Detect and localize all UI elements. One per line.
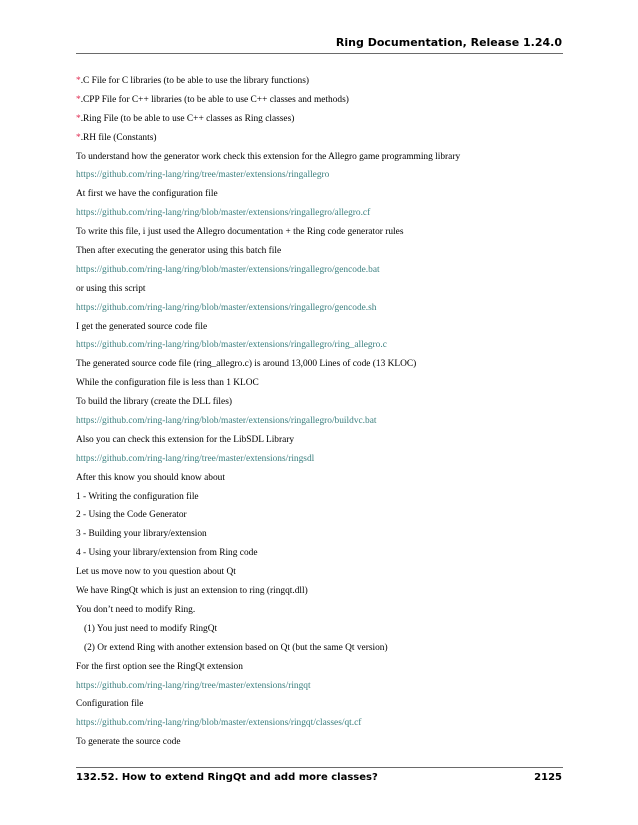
file-type-text: .Ring File (to be able to use C++ classes as Ring classes) <box>80 113 295 124</box>
link-line <box>76 716 566 735</box>
link-line <box>76 338 566 357</box>
file-type-item <box>76 74 566 93</box>
paragraph-line: Also you can check this extension for the LibSDL Library <box>76 434 295 445</box>
paragraph-line: Then after executing the generator using this batch file <box>76 246 282 257</box>
page-header-title: Ring Documentation, Release 1.24.0 <box>335 36 562 49</box>
enumerated-item: (1) You just need to modify RingQt <box>84 623 218 634</box>
paragraph-line: While the configuration file is less than 1 KLOC <box>76 378 259 389</box>
paragraph-line: 2 - Using the Code Generator <box>76 510 187 521</box>
asterisk-marker: * <box>76 113 81 124</box>
link-line <box>76 206 566 225</box>
asterisk-marker: * <box>76 132 81 143</box>
link-line <box>76 168 566 187</box>
file-type-item <box>76 112 566 131</box>
header-rule <box>76 53 563 54</box>
paragraph-line: To understand how the generator work check this extension for the Allegro game programming library <box>76 151 461 162</box>
paragraph-line: Configuration file <box>76 699 144 710</box>
link-line <box>76 263 566 282</box>
page-content <box>76 74 566 754</box>
paragraph-line: At first we have the configuration file <box>76 189 218 200</box>
github-link[interactable]: https://github.com/ring-lang/ring/tree/master/extensions/ringsdl <box>76 453 315 464</box>
paragraph-line: We have RingQt which is just an extension to ring (ringqt.dll) <box>76 586 308 597</box>
paragraph-line: 1 - Writing the configuration file <box>76 491 199 502</box>
file-type-item <box>76 93 566 112</box>
github-link[interactable]: https://github.com/ring-lang/ring/blob/master/extensions/ringallegro/buildvc.bat <box>76 416 377 427</box>
github-link[interactable]: https://github.com/ring-lang/ring/tree/master/extensions/ringqt <box>76 680 311 691</box>
paragraph-line: You don’t need to modify Ring. <box>76 604 196 615</box>
paragraph-line: To build the library (create the DLL files) <box>76 397 232 408</box>
file-type-text: .C File for C libraries (to be able to use the library functions) <box>80 76 310 86</box>
file-type-text: .RH file (Constants) <box>80 132 157 143</box>
paragraph-line: For the first option see the RingQt extension <box>76 661 243 672</box>
link-line <box>76 679 566 698</box>
file-type-item <box>76 131 566 150</box>
github-link[interactable]: https://github.com/ring-lang/ring/blob/master/extensions/ringallegro/ring_allegro.c <box>76 340 387 351</box>
footer-page-number: 2125 <box>534 772 562 783</box>
paragraph-line: Let us move now to you question about Qt <box>76 567 236 578</box>
paragraph-line: 3 - Building your library/extension <box>76 529 207 540</box>
asterisk-marker: * <box>76 76 81 86</box>
paragraph-line: 4 - Using your library/extension from Ring code <box>76 548 258 559</box>
file-type-text: .CPP File for C++ libraries (to be able to use C++ classes and methods) <box>80 94 349 105</box>
link-line <box>76 452 566 471</box>
github-link[interactable]: https://github.com/ring-lang/ring/blob/master/extensions/ringallegro/gencode.sh <box>76 302 377 313</box>
paragraph-line: After this know you should know about <box>76 472 225 483</box>
footer-section-title: 132.52. How to extend RingQt and add more classes? <box>76 772 378 783</box>
paragraph-line: To generate the source code <box>76 737 181 748</box>
paragraph-line: or using this script <box>76 283 146 294</box>
github-link[interactable]: https://github.com/ring-lang/ring/tree/master/extensions/ringallegro <box>76 170 330 181</box>
github-link[interactable]: https://github.com/ring-lang/ring/blob/master/extensions/ringallegro/allegro.cf <box>76 208 371 219</box>
link-line <box>76 414 566 433</box>
footer-rule <box>76 767 563 768</box>
github-link[interactable]: https://github.com/ring-lang/ring/blob/master/extensions/ringqt/classes/qt.cf <box>76 718 362 729</box>
paragraph-line: The generated source code file (ring_allegro.c) is around 13,000 Lines of code (13 KLOC) <box>76 359 417 370</box>
paragraph-line: I get the generated source code file <box>76 321 208 332</box>
asterisk-marker: * <box>76 94 81 105</box>
paragraph-line: To write this file, i just used the Allegro documentation + the Ring code generator rules <box>76 227 404 238</box>
github-link[interactable]: https://github.com/ring-lang/ring/blob/master/extensions/ringallegro/gencode.bat <box>76 264 380 275</box>
enumerated-item: (2) Or extend Ring with another extension based on Qt (but the same Qt version) <box>84 642 388 653</box>
link-line <box>76 301 566 320</box>
